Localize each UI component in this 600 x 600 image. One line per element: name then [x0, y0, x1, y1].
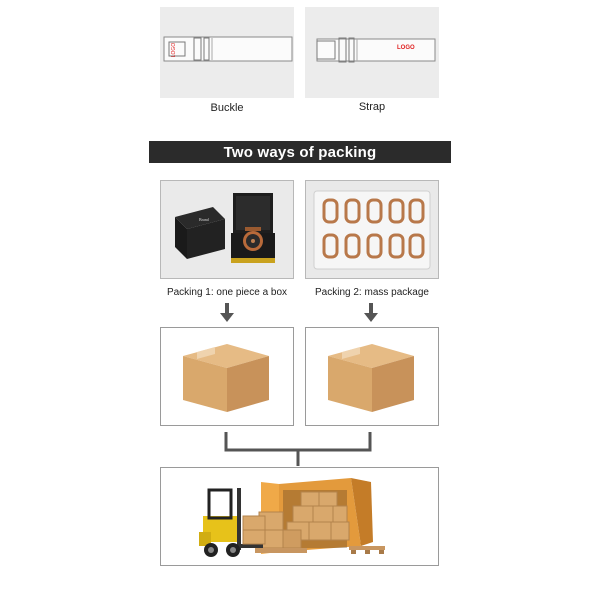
carton-box-icon: [306, 328, 438, 425]
packing2-label: Packing 2: mass package: [315, 287, 429, 298]
watch-gift-box-image: [161, 181, 293, 278]
carton-box-icon: [161, 328, 293, 425]
shipping-frame: [160, 467, 439, 566]
mass-package-tray-image: [306, 181, 438, 278]
buckle-image-panel: [160, 7, 294, 98]
svg-text:Brand: Brand: [199, 217, 209, 222]
down-arrow-icon: [364, 303, 378, 323]
merge-connector: [224, 432, 374, 466]
buckle-logo-mark: LOGO: [171, 42, 177, 58]
strap-image-panel: [305, 7, 439, 98]
strap-illustration: [305, 7, 439, 98]
packing2-photo: [305, 180, 439, 279]
page-title: Two ways of packing: [223, 143, 377, 161]
buckle-illustration: [160, 7, 294, 98]
carton-frame-2: [305, 327, 439, 426]
buckle-label: Buckle: [210, 102, 244, 114]
shipping-container-forklift-image: [161, 468, 438, 565]
strap-label: Strap: [358, 101, 386, 113]
packing1-photo: [160, 180, 294, 279]
packing1-label: Packing 1: one piece a box: [166, 287, 288, 298]
down-arrow-icon: [220, 303, 234, 323]
packing-title-bar: [149, 141, 451, 163]
strap-logo-text: LOGO: [397, 45, 415, 51]
carton-frame-1: [160, 327, 294, 426]
